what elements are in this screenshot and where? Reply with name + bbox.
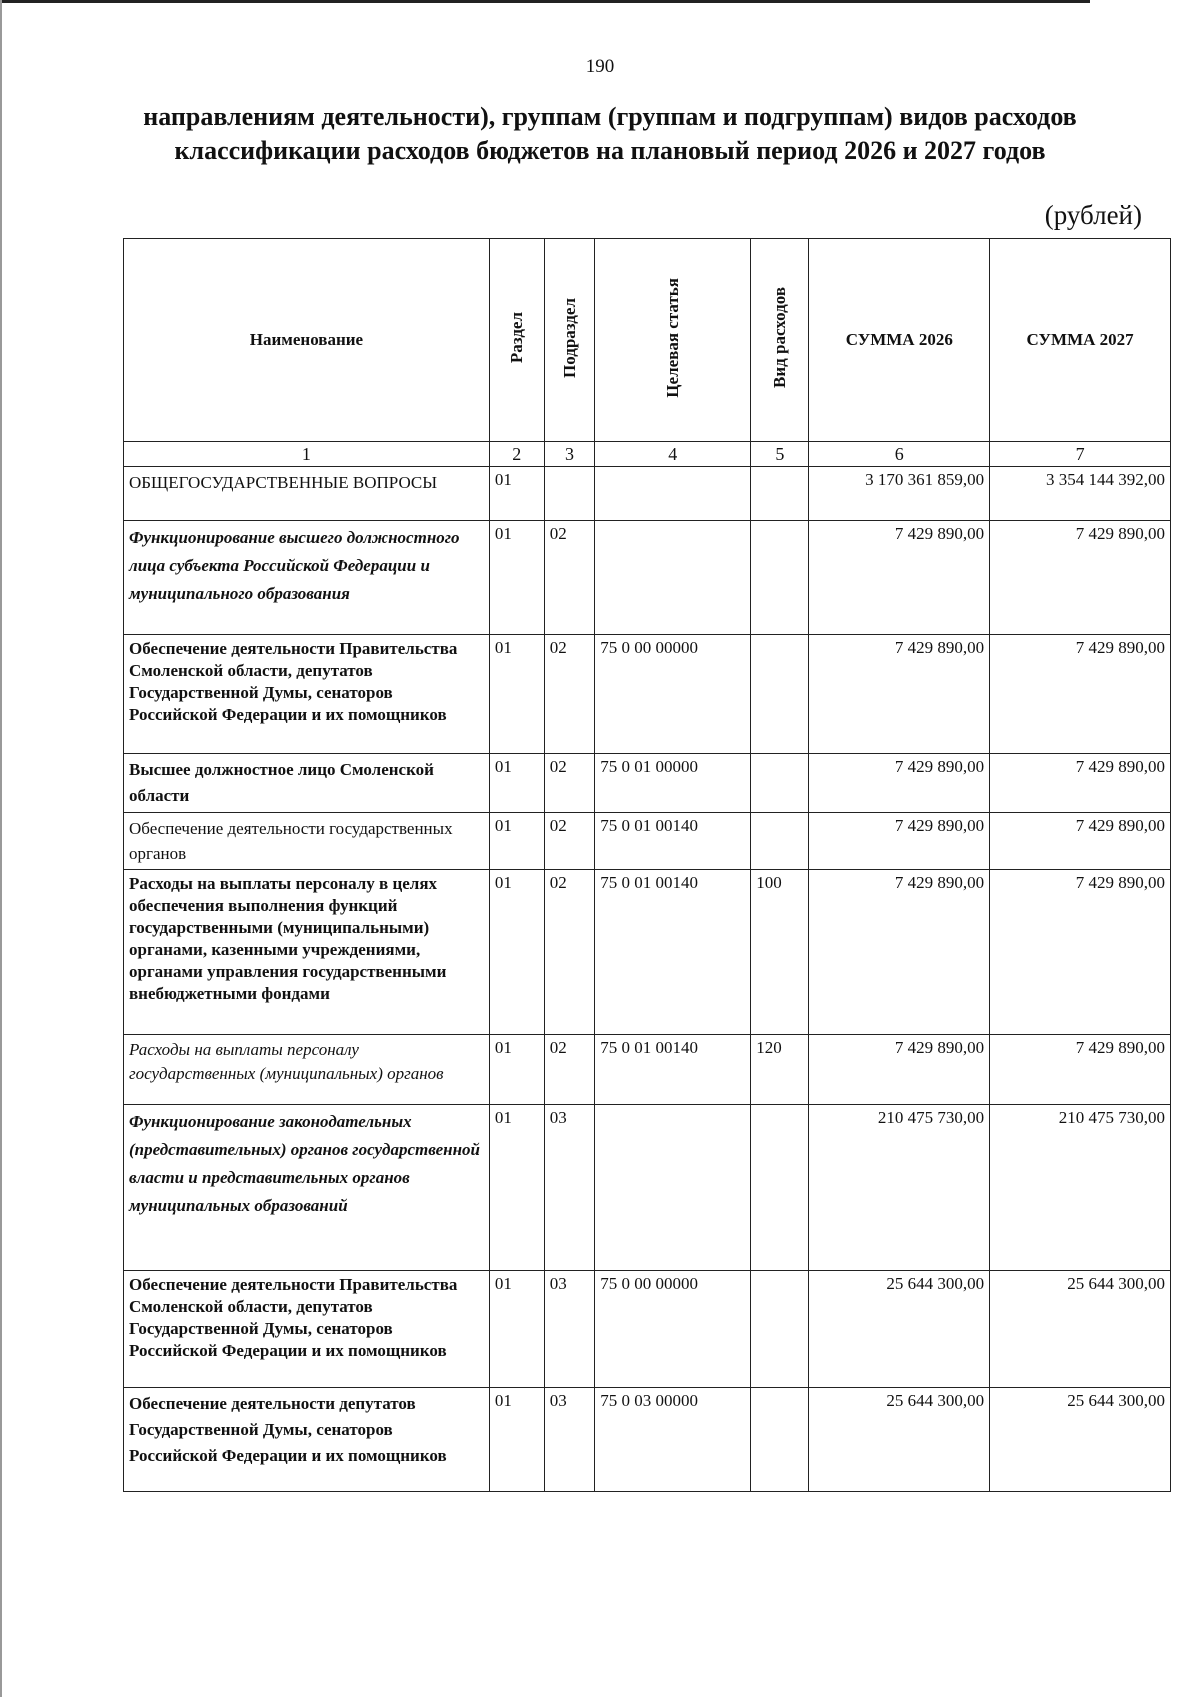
row-vid: [751, 521, 809, 635]
row-sum-2026: 7 429 890,00: [809, 635, 990, 754]
header-sum-2026: СУММА 2026: [809, 239, 990, 442]
row-podrazdel: 03: [544, 1388, 595, 1492]
table-row: [124, 1105, 1171, 1271]
currency-unit: (рублей): [1044, 200, 1142, 230]
row-sum-2027: 7 429 890,00: [990, 521, 1171, 635]
title-line-2: классификации расходов бюджетов на плановый период 2026 и 2027 годов: [174, 136, 1046, 165]
row-vid: [751, 1105, 809, 1271]
header-row: [124, 239, 1171, 442]
row-sum-2027: 7 429 890,00: [990, 813, 1171, 870]
row-name: Обеспечение деятельности Правительства Смоленской области, депутатов Государственной Думы, сенаторов Российской Федерации и их помощников: [124, 635, 490, 754]
budget-table: [123, 238, 1171, 1492]
header-celevaya: Целевая статья: [595, 239, 751, 442]
row-sum-2027: 7 429 890,00: [990, 635, 1171, 754]
row-name: Функционирование высшего должностного лица субъекта Российской Федерации и муниципального образования: [124, 521, 490, 635]
table-row: [124, 870, 1171, 1035]
scan-edge-top: [0, 0, 1090, 3]
table-row: [124, 1035, 1171, 1105]
row-name: Расходы на выплаты персоналу в целях обеспечения выполнения функций государственными (муниципальными) органами, казенными учреждениями, органами управления государственными внебюджетными фондами: [124, 870, 490, 1035]
row-sum-2026: 7 429 890,00: [809, 754, 990, 813]
row-name: Обеспечение деятельности государственных органов: [124, 813, 490, 870]
row-sum-2027: 210 475 730,00: [990, 1105, 1171, 1271]
row-razdel: 01: [489, 1271, 544, 1388]
column-number: 3: [544, 442, 595, 467]
row-podrazdel: 03: [544, 1105, 595, 1271]
row-razdel: 01: [489, 870, 544, 1035]
row-name: Расходы на выплаты персоналу государственных (муниципальных) органов: [124, 1035, 490, 1105]
header-name: Наименование: [124, 239, 490, 442]
row-vid: 120: [751, 1035, 809, 1105]
row-vid: [751, 813, 809, 870]
row-vid: [751, 1271, 809, 1388]
column-number: 1: [124, 442, 490, 467]
row-sum-2026: 7 429 890,00: [809, 870, 990, 1035]
row-podrazdel: 02: [544, 1035, 595, 1105]
row-celevaya: 75 0 00 00000: [595, 635, 751, 754]
row-podrazdel: 03: [544, 1271, 595, 1388]
table-row: [124, 467, 1171, 521]
row-vid: [751, 754, 809, 813]
row-vid: [751, 635, 809, 754]
column-number: 7: [990, 442, 1171, 467]
header-razdel: Раздел: [489, 239, 544, 442]
row-razdel: 01: [489, 813, 544, 870]
row-celevaya: [595, 521, 751, 635]
row-podrazdel: [544, 467, 595, 521]
page-number: 190: [585, 56, 615, 77]
header-podrazdel: Подраздел: [544, 239, 595, 442]
row-name: Обеспечение деятельности Правительства Смоленской области, депутатов Государственной Думы, сенаторов Российской Федерации и их помощников: [124, 1271, 490, 1388]
row-celevaya: 75 0 01 00140: [595, 1035, 751, 1105]
row-sum-2026: 7 429 890,00: [809, 521, 990, 635]
row-sum-2027: 7 429 890,00: [990, 754, 1171, 813]
row-sum-2026: 210 475 730,00: [809, 1105, 990, 1271]
row-name: Высшее должностное лицо Смоленской области: [124, 754, 490, 813]
row-podrazdel: 02: [544, 870, 595, 1035]
row-name: Обеспечение деятельности депутатов Государственной Думы, сенаторов Российской Федерации и их помощников: [124, 1388, 490, 1492]
row-name: Функционирование законодательных (представительных) органов государственной власти и представительных органов муниципальных образований: [124, 1105, 490, 1271]
header-vid: Вид расходов: [751, 239, 809, 442]
row-razdel: 01: [489, 635, 544, 754]
table-row: [124, 521, 1171, 635]
row-sum-2027: 25 644 300,00: [990, 1388, 1171, 1492]
row-podrazdel: 02: [544, 813, 595, 870]
table-row: [124, 1388, 1171, 1492]
table-row: [124, 635, 1171, 754]
row-sum-2027: 3 354 144 392,00: [990, 467, 1171, 521]
row-razdel: 01: [489, 1105, 544, 1271]
row-sum-2026: 7 429 890,00: [809, 1035, 990, 1105]
row-sum-2026: 7 429 890,00: [809, 813, 990, 870]
row-razdel: 01: [489, 754, 544, 813]
row-podrazdel: 02: [544, 635, 595, 754]
row-sum-2027: 7 429 890,00: [990, 870, 1171, 1035]
row-celevaya: 75 0 01 00000: [595, 754, 751, 813]
table-row: [124, 754, 1171, 813]
row-podrazdel: 02: [544, 754, 595, 813]
row-razdel: 01: [489, 521, 544, 635]
column-number-row: [124, 442, 1171, 467]
row-celevaya: [595, 467, 751, 521]
row-sum-2026: 3 170 361 859,00: [809, 467, 990, 521]
row-celevaya: 75 0 01 00140: [595, 870, 751, 1035]
header-sum-2027: СУММА 2027: [990, 239, 1171, 442]
row-podrazdel: 02: [544, 521, 595, 635]
row-razdel: 01: [489, 1035, 544, 1105]
column-number: 4: [595, 442, 751, 467]
row-razdel: 01: [489, 467, 544, 521]
row-vid: [751, 467, 809, 521]
column-number: 2: [489, 442, 544, 467]
row-sum-2026: 25 644 300,00: [809, 1271, 990, 1388]
row-sum-2027: 7 429 890,00: [990, 1035, 1171, 1105]
scan-edge-left: [0, 0, 2, 1697]
column-number: 6: [809, 442, 990, 467]
table-row: [124, 813, 1171, 870]
row-celevaya: 75 0 00 00000: [595, 1271, 751, 1388]
row-celevaya: [595, 1105, 751, 1271]
row-sum-2026: 25 644 300,00: [809, 1388, 990, 1492]
title-line-1: направлениям деятельности), группам (группам и подгруппам) видов расходов: [143, 102, 1077, 131]
row-celevaya: 75 0 03 00000: [595, 1388, 751, 1492]
row-vid: [751, 1388, 809, 1492]
row-razdel: 01: [489, 1388, 544, 1492]
table-row: [124, 1271, 1171, 1388]
row-celevaya: 75 0 01 00140: [595, 813, 751, 870]
row-vid: 100: [751, 870, 809, 1035]
row-sum-2027: 25 644 300,00: [990, 1271, 1171, 1388]
column-number: 5: [751, 442, 809, 467]
document-title: [90, 100, 1130, 168]
row-name: ОБЩЕГОСУДАРСТВЕННЫЕ ВОПРОСЫ: [124, 467, 490, 521]
